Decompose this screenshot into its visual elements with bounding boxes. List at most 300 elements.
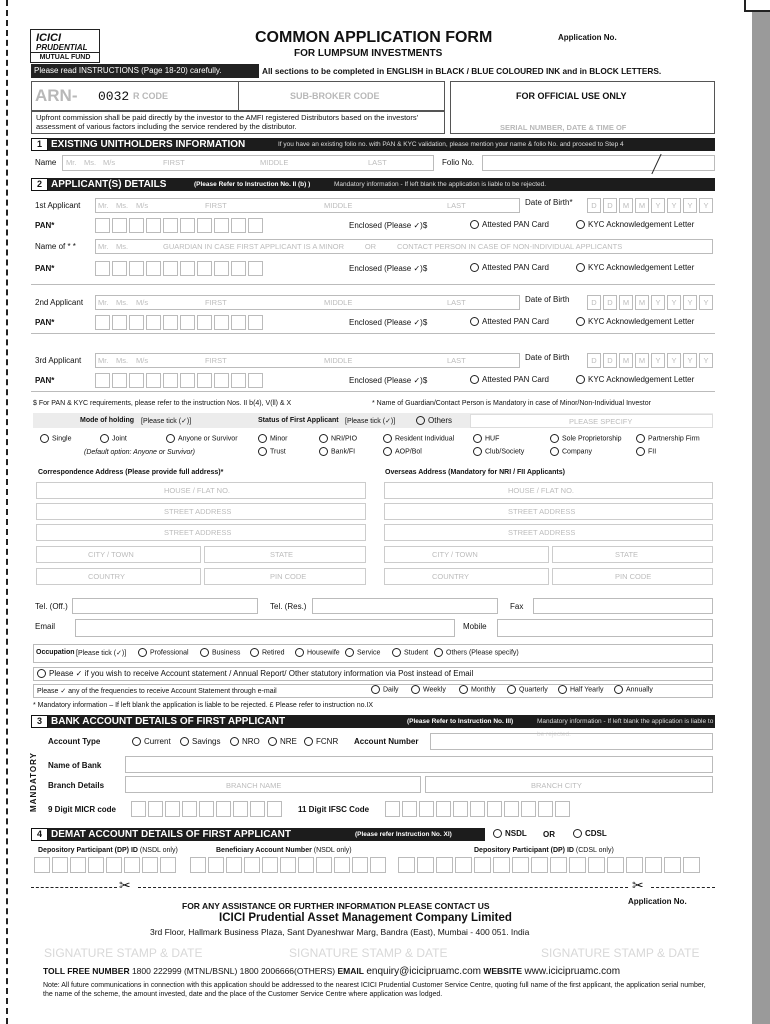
ifsc-label: 11 Digit IFSC Code (298, 805, 370, 814)
address-hint: PIN CODE (615, 572, 652, 581)
post-option-text: Please ✓ if you wish to receive Account statement / Annual Report/ Other statutory information via Post instead of Email (49, 669, 474, 678)
ifsc-cell[interactable] (453, 801, 468, 817)
tel-off-label: Tel. (Off.) (35, 602, 68, 611)
guardian-pan-cell[interactable] (163, 261, 178, 276)
acct-type-radio-2-icon (230, 737, 239, 746)
company-radio-icon (550, 447, 559, 456)
address-hint: STATE (615, 550, 639, 559)
website-link[interactable]: www.icicipruamc.com (524, 966, 621, 977)
micr-cell[interactable] (165, 801, 180, 817)
dp-cdsl-cell[interactable] (569, 857, 586, 873)
dp-cdsl-cell[interactable] (398, 857, 415, 873)
applicant3-dob-cell[interactable]: Y (699, 353, 713, 368)
freq-radio-0-icon (371, 685, 380, 694)
bankfi-radio[interactable] (319, 447, 355, 456)
ifsc-cell[interactable] (521, 801, 536, 817)
nsdl-label: NSDL (505, 829, 527, 838)
company-radio-label: Company (562, 448, 592, 456)
freq-radio-2[interactable] (459, 685, 496, 694)
applicant1-divider (31, 284, 715, 285)
applicant2-pan-cell[interactable] (163, 315, 178, 330)
freq-radio-0-label: Daily (383, 686, 399, 694)
applicant2-dob-cell[interactable]: D (603, 295, 617, 310)
company-radio[interactable] (550, 447, 592, 456)
applicant1-pan-cell[interactable] (180, 218, 195, 233)
applicant3-hint: Mr. (98, 356, 109, 365)
applicant3-pan-cell[interactable] (180, 373, 195, 388)
trust-radio-label: Trust (270, 448, 286, 456)
beneficiary-text: Beneficiary Account Number (216, 847, 312, 854)
s1-middle: MIDDLE (260, 158, 289, 167)
applicant1-pan-cell[interactable] (95, 218, 110, 233)
ifsc-cell[interactable] (419, 801, 434, 817)
applicant2-divider (31, 333, 715, 334)
applicant3-dob-label: Date of Birth (525, 353, 570, 362)
instructions-bar[interactable]: Please read INSTRUCTIONS (Page 18-20) carefully. (31, 64, 259, 78)
aop-radio-label: AOP/Bol (395, 448, 422, 456)
applicant2-pan-cell[interactable] (214, 315, 229, 330)
ifsc-cell[interactable] (504, 801, 519, 817)
mandatory-vertical: MANDATORY (29, 752, 38, 812)
dp-cdsl-cell[interactable] (493, 857, 510, 873)
s1-folio-label: Folio No. (442, 158, 475, 167)
stamp-3: SIGNATURE STAMP & DATE (541, 946, 700, 960)
s1-first: FIRST (163, 158, 185, 167)
freq-radio-0[interactable] (371, 685, 399, 694)
beneficiary-cell[interactable] (298, 857, 314, 873)
partnership-radio-icon (636, 434, 645, 443)
acct-type-radio-1[interactable] (180, 737, 220, 746)
tel-off-input[interactable] (72, 598, 258, 614)
beneficiary-cell[interactable] (370, 857, 386, 873)
fii-radio-label: FII (648, 448, 657, 456)
applicant2-attested-radio[interactable] (470, 317, 549, 326)
guardian-kyc-radio-icon (576, 263, 585, 272)
freq-radio-4[interactable] (558, 685, 603, 694)
guardian-pan-cell[interactable] (248, 261, 263, 276)
dp-cdsl-cell[interactable] (626, 857, 643, 873)
email-input[interactable] (75, 619, 455, 637)
nsdl-radio[interactable] (493, 829, 527, 838)
dp-nsdl-text: Depository Participant (DP) ID (38, 847, 138, 854)
section1-title: EXISTING UNITHOLDERS INFORMATION (51, 139, 246, 150)
applicant3-dob-cell[interactable]: D (587, 353, 601, 368)
address-hint: COUNTRY (88, 572, 125, 581)
guardian-pan-cell[interactable] (129, 261, 144, 276)
applicant3-pan-cell[interactable] (214, 373, 229, 388)
applicant3-dob-cell[interactable]: Y (651, 353, 665, 368)
dp-cdsl-cell[interactable] (664, 857, 681, 873)
contact-line (43, 966, 620, 977)
applicant2-hint: Ms. (116, 298, 129, 307)
beneficiary-cell[interactable] (334, 857, 350, 873)
dp-cdsl-cell[interactable] (531, 857, 548, 873)
acct-type-radio-4[interactable] (304, 737, 338, 746)
applicant1-pan-cell[interactable] (214, 218, 229, 233)
applicant2-pan-cell[interactable] (146, 315, 161, 330)
section3-note: Mandatory information - If left blank the application is liable to be rejected. (537, 718, 714, 738)
micr-label: 9 Digit MICR code (48, 805, 117, 814)
ifsc-cell[interactable] (555, 801, 570, 817)
acct-type-radio-2[interactable] (230, 737, 260, 746)
guardian-pan-cell[interactable] (214, 261, 229, 276)
applicant1-pan-cell[interactable] (112, 218, 127, 233)
dp-nsdl-cell[interactable] (160, 857, 176, 873)
applicant2-dob-cell[interactable]: Y (651, 295, 665, 310)
applicant1-hint: LAST (447, 201, 466, 210)
branch-name-hint: BRANCH NAME (226, 781, 282, 790)
applicant3-dob-cell[interactable]: Y (683, 353, 697, 368)
applicant2-dob-cell[interactable]: M (635, 295, 649, 310)
applicant1-pan-label: PAN* (35, 221, 55, 230)
partnership-radio-label: Partnership Firm (648, 435, 700, 443)
section1-number: 1 (31, 138, 48, 151)
huf-radio[interactable] (473, 434, 499, 443)
applicant2-pan-cell[interactable] (248, 315, 263, 330)
applicant2-pan-cell[interactable] (112, 315, 127, 330)
address-hint: CITY / TOWN (432, 550, 478, 559)
aop-radio[interactable] (383, 447, 422, 456)
micr-cell[interactable] (216, 801, 231, 817)
applicant1-attested-radio-icon (470, 220, 479, 229)
serial-number: SERIAL NUMBER, DATE & TIME OF (500, 123, 627, 132)
rail-corner (744, 0, 770, 12)
dp-cdsl-cell[interactable] (645, 857, 662, 873)
micr-cell[interactable] (233, 801, 248, 817)
freq-radio-1-icon (411, 685, 420, 694)
assist-text: FOR ANY ASSISTANCE OR FURTHER INFORMATION PLEASE CONTACT US (182, 901, 490, 911)
logo-line3: MUTUAL FUND (31, 52, 99, 62)
applicant2-pan-cell[interactable] (180, 315, 195, 330)
occupation-tick: [Please tick (✓)] (76, 650, 127, 657)
applicant1-dob-cell[interactable]: D (603, 198, 617, 213)
section4-title: DEMAT ACCOUNT DETAILS OF FIRST APPLICANT (51, 829, 291, 840)
freq-radio-3-icon (507, 685, 516, 694)
dp-cdsl-cell[interactable] (588, 857, 605, 873)
section3-refer: (Please Refer to Instruction No. III) (407, 718, 514, 725)
others-radio-icon (416, 416, 425, 425)
tollfree-label: TOLL FREE NUMBER (43, 966, 130, 976)
guardian-pan-cell[interactable] (95, 261, 110, 276)
acct-type-radio-0[interactable] (132, 737, 171, 746)
occupation-radio-5-icon (392, 648, 401, 657)
ifsc-cell[interactable] (385, 801, 400, 817)
applicant3-pan-cell[interactable] (146, 373, 161, 388)
applicant1-attested-radio[interactable] (470, 220, 549, 229)
occupation-radio-0[interactable] (138, 648, 189, 657)
applicant3-dob-cell[interactable]: M (619, 353, 633, 368)
dp-cdsl-cell[interactable] (417, 857, 434, 873)
nsdl-only: (NSDL only) (139, 847, 178, 854)
applicant2-pan-cell[interactable] (95, 315, 110, 330)
micr-cell[interactable] (199, 801, 214, 817)
applicant3-pan-label: PAN* (35, 376, 55, 385)
dp-nsdl-cell[interactable] (52, 857, 68, 873)
freq-radio-1-label: Weekly (423, 686, 446, 694)
applicant1-dob-cell[interactable]: Y (699, 198, 713, 213)
applicant3-hint: Ms. (116, 356, 129, 365)
cut-line-3 (651, 887, 715, 888)
occupation-radio-0-icon (138, 648, 147, 657)
guardian-pan-cell[interactable] (197, 261, 212, 276)
dp-cdsl-cell[interactable] (474, 857, 491, 873)
logo (30, 29, 100, 63)
applicant3-dob-cell[interactable]: D (603, 353, 617, 368)
applicant3-pan-cell[interactable] (112, 373, 127, 388)
guardian-pan-cell[interactable] (146, 261, 161, 276)
account-number-input[interactable] (430, 733, 713, 750)
ifsc-cell[interactable] (470, 801, 485, 817)
dp-nsdl-cell[interactable] (124, 857, 140, 873)
cut-line-1 (31, 887, 117, 888)
occupation-radio-3-icon (295, 648, 304, 657)
ifsc-cell[interactable] (538, 801, 553, 817)
section3-header (31, 715, 715, 738)
status-first-label: Status of First Applicant (258, 417, 339, 424)
applicant2-dob-cell[interactable]: Y (699, 295, 713, 310)
guardian-pan-cell[interactable] (180, 261, 195, 276)
applicant3-pan-cell[interactable] (231, 373, 246, 388)
trust-radio[interactable] (258, 447, 286, 456)
mobile-input[interactable] (497, 619, 713, 637)
applicant1-pan-cell[interactable] (129, 218, 144, 233)
micr-cell[interactable] (148, 801, 163, 817)
applicant1-hint: M/s (136, 201, 149, 210)
beneficiary-cell[interactable] (280, 857, 296, 873)
guardian-pan-cell[interactable] (231, 261, 246, 276)
applicant3-pan-cell[interactable] (163, 373, 178, 388)
arn-label: ARN- (35, 86, 78, 105)
stamp-1: SIGNATURE STAMP & DATE (44, 946, 203, 960)
beneficiary-cell[interactable] (316, 857, 332, 873)
beneficiary-cell[interactable] (262, 857, 278, 873)
fax-input[interactable] (533, 598, 713, 614)
applicant3-kyc-radio-label: KYC Acknowledgement Letter (588, 375, 695, 384)
tollfree-numbers: 1800 222999 (MTNL/BSNL) 1800 2006666(OTHERS) (131, 966, 336, 976)
guardian-kyc-radio[interactable] (576, 263, 694, 272)
freq-radio-3[interactable] (507, 685, 548, 694)
single-radio[interactable] (40, 434, 71, 443)
applicant2-hint: FIRST (205, 298, 227, 307)
applicant3-attested-radio[interactable] (470, 375, 549, 384)
section1-note: If you have an existing folio no. with PAN & KYC validation, please mention your name & folio No. and proceed to Step 4 (278, 141, 624, 148)
corr-addr-hint: STREET ADDRESS (164, 507, 232, 516)
resident-radio[interactable] (383, 434, 454, 443)
s1-last: LAST (368, 158, 387, 167)
email-label-footer: EMAIL (337, 966, 364, 976)
beneficiary-cell[interactable] (208, 857, 224, 873)
single-radio-label: Single (52, 435, 72, 443)
freq-text: Please ✓ any of the frequencies to receive Account Statement through e-mail (37, 688, 277, 695)
applicant1-dob-label: Date of Birth* (525, 198, 573, 207)
acct-type-radio-0-icon (132, 737, 141, 746)
applicant2-pan-cell[interactable] (231, 315, 246, 330)
occupation-radio-5[interactable] (392, 648, 428, 657)
fax-label: Fax (510, 602, 524, 611)
dp-nsdl-cell[interactable] (34, 857, 50, 873)
applicant3-kyc-radio[interactable] (576, 375, 694, 384)
dp-cdsl-cell[interactable] (550, 857, 567, 873)
status-tick: [Please tick (✓)] (345, 418, 396, 425)
applicant1-label: 1st Applicant (35, 201, 81, 210)
applicant1-dob-cell[interactable]: Y (683, 198, 697, 213)
applicant3-kyc-radio-icon (576, 375, 585, 384)
guardian-kyc-radio-label: KYC Acknowledgement Letter (588, 263, 695, 272)
partnership-radio[interactable] (636, 434, 700, 443)
dp-nsdl-cell[interactable] (88, 857, 104, 873)
applicant1-pan-cell[interactable] (146, 218, 161, 233)
stamp-2: SIGNATURE STAMP & DATE (289, 946, 448, 960)
official-use: FOR OFFICIAL USE ONLY (516, 91, 627, 101)
applicant2-hint: LAST (447, 298, 466, 307)
applicant1-pan-cell[interactable] (231, 218, 246, 233)
arn-divider (238, 81, 239, 111)
arn-code[interactable]: 0032 (98, 89, 130, 104)
overseas-address-label: Overseas Address (Mandatory for NRI / FII Applicants) (385, 469, 565, 476)
anyone-radio[interactable] (166, 434, 238, 443)
guardian-label: Name of * * (35, 242, 76, 251)
applicant1-pan-cell[interactable] (248, 218, 263, 233)
guardian-attested-radio[interactable] (470, 263, 549, 272)
applicant3-label: 3rd Applicant (35, 356, 82, 365)
applicant3-dob-cell[interactable]: M (635, 353, 649, 368)
subbroker-code[interactable]: SUB-BROKER CODE (290, 91, 380, 101)
applicant3-divider (31, 391, 715, 392)
guardian-ms: Ms. (116, 242, 129, 251)
beneficiary-cell[interactable] (226, 857, 242, 873)
dp-cdsl-cell[interactable] (455, 857, 472, 873)
joint-radio[interactable] (100, 434, 127, 443)
joint-radio-icon (100, 434, 109, 443)
nri-radio-icon (319, 434, 328, 443)
dp-nsdl-cell[interactable] (106, 857, 122, 873)
applicant2-dob-cell[interactable]: Y (667, 295, 681, 310)
email-link[interactable]: enquiry@icicipruamc.com (366, 966, 481, 977)
guardian-pan-cell[interactable] (112, 261, 127, 276)
website-label: WEBSITE (483, 966, 523, 976)
applicant1-dob-cell[interactable]: D (587, 198, 601, 213)
applicant2-dob-cell[interactable]: M (619, 295, 633, 310)
acct-type-radio-1-icon (180, 737, 189, 746)
applicant2-kyc-radio[interactable] (576, 317, 694, 326)
applicant1-kyc-radio-label: KYC Acknowledgement Letter (588, 220, 695, 229)
ifsc-cell[interactable] (402, 801, 417, 817)
applicant1-kyc-radio[interactable] (576, 220, 694, 229)
applicant1-kyc-radio-icon (576, 220, 585, 229)
footnote-pan: $ For PAN & KYC requirements, please refer to the instruction Nos. II b(4), V(ll) & X (33, 400, 292, 407)
applicant3-pan-cell[interactable] (129, 373, 144, 388)
instructions-text: All sections to be completed in ENGLISH in BLACK / BLUE COLOURED INK and in BLOCK LETTERS. (262, 66, 662, 76)
tel-res-input[interactable] (312, 598, 498, 614)
applicant2-attested-radio-icon (470, 317, 479, 326)
occupation-radio-3[interactable] (295, 648, 340, 657)
dp-nsdl-cell[interactable] (142, 857, 158, 873)
applicant1-pan-cell[interactable] (163, 218, 178, 233)
occupation-radio-2-icon (250, 648, 259, 657)
sole-radio[interactable] (550, 434, 622, 443)
dp-nsdl-cell[interactable] (70, 857, 86, 873)
minor-radio[interactable] (258, 434, 288, 443)
ifsc-cell[interactable] (487, 801, 502, 817)
applicant3-pan-cell[interactable] (197, 373, 212, 388)
applicant1-dob-cell[interactable]: M (635, 198, 649, 213)
mandatory-note: * Mandatory information – If left blank the application is liable to be rejected. £ Please refer to instruction no.IX (33, 702, 374, 709)
huf-radio-label: HUF (485, 435, 500, 443)
email-label: Email (35, 622, 56, 631)
company-address: 3rd Floor, Hallmark Business Plaza, Sant Dyaneshwar Marg, Bandra (East), Mumbai - 400 051. India (150, 927, 530, 937)
micr-cell[interactable] (131, 801, 146, 817)
occupation-radio-6[interactable] (434, 648, 519, 657)
anyone-radio-icon (166, 434, 175, 443)
applicant1-dob-cell[interactable]: M (619, 198, 633, 213)
acct-type-radio-3[interactable] (268, 737, 297, 746)
applicant2-dob-cell[interactable]: D (587, 295, 601, 310)
applicant2-pan-cell[interactable] (197, 315, 212, 330)
beneficiary-cell[interactable] (190, 857, 206, 873)
s1-folio-input[interactable] (482, 155, 715, 171)
club-radio[interactable] (473, 447, 524, 456)
cdsl-radio[interactable] (573, 829, 607, 838)
applicant1-hint: FIRST (205, 201, 227, 210)
beneficiary-cell[interactable] (244, 857, 260, 873)
applicant1-attested-radio-label: Attested PAN Card (482, 220, 549, 229)
freq-radio-2-label: Monthly (471, 686, 496, 694)
freq-radio-1[interactable] (411, 685, 446, 694)
dp-cdsl-cell[interactable] (607, 857, 624, 873)
tel-res-label: Tel. (Res.) (270, 602, 307, 611)
cdsl-label: CDSL (585, 829, 607, 838)
bank-name-label: Name of Bank (48, 761, 102, 770)
fii-radio[interactable] (636, 447, 656, 456)
applicant1-pan-cell[interactable] (197, 218, 212, 233)
applicant2-dob-label: Date of Birth (525, 295, 570, 304)
applicant1-dob-cell[interactable]: Y (667, 198, 681, 213)
freq-radio-5[interactable] (614, 685, 653, 694)
guardian-attested-radio-label: Attested PAN Card (482, 263, 549, 272)
occupation-radio-4[interactable] (345, 648, 380, 657)
micr-cell[interactable] (250, 801, 265, 817)
occupation-radio-4-icon (345, 648, 354, 657)
dp-cdsl-cell[interactable] (512, 857, 529, 873)
beneficiary-cell[interactable] (352, 857, 368, 873)
post-option-radio[interactable] (37, 669, 473, 678)
bank-name-input[interactable] (125, 756, 713, 773)
status-others-radio[interactable] (416, 416, 452, 425)
status-specify-hint: PLEASE SPECIFY (569, 417, 633, 426)
occupation-radio-1[interactable] (200, 648, 240, 657)
applicant2-pan-cell[interactable] (129, 315, 144, 330)
occupation-radio-2[interactable] (250, 648, 285, 657)
micr-cell[interactable] (267, 801, 282, 817)
applicant3-pan-cell[interactable] (95, 373, 110, 388)
applicant3-pan-cell[interactable] (248, 373, 263, 388)
applicant1-dob-cell[interactable]: Y (651, 198, 665, 213)
ifsc-cell[interactable] (436, 801, 451, 817)
applicant2-hint: Mr. (98, 298, 109, 307)
micr-cell[interactable] (182, 801, 197, 817)
applicant2-dob-cell[interactable]: Y (683, 295, 697, 310)
section3-number: 3 (31, 715, 48, 728)
bankfi-radio-icon (319, 447, 328, 456)
account-type-label: Account Type (48, 737, 101, 746)
nri-radio[interactable] (319, 434, 357, 443)
beneficiary-nsdl-only: (NSDL only) (313, 847, 352, 854)
applicant3-dob-cell[interactable]: Y (667, 353, 681, 368)
dp-cdsl-cell[interactable] (436, 857, 453, 873)
trust-radio-icon (258, 447, 267, 456)
dp-cdsl-cell[interactable] (683, 857, 700, 873)
freq-radio-5-label: Annually (626, 686, 653, 694)
